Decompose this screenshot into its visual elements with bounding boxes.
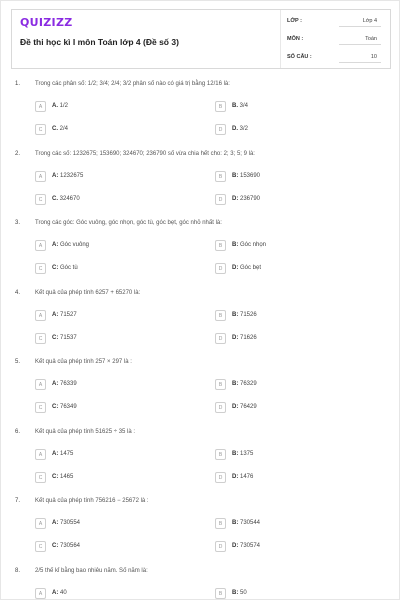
- answer-option[interactable]: [215, 263, 365, 275]
- answer-option-prefix: C:: [52, 334, 60, 341]
- answer-option-prefix: D.: [232, 126, 240, 132]
- answer-option[interactable]: [35, 194, 185, 206]
- answer-option-letter: C: [35, 402, 46, 413]
- answer-option[interactable]: [215, 588, 365, 600]
- answer-option[interactable]: [35, 472, 185, 484]
- answer-option-text: [232, 173, 260, 179]
- answer-option-value: 1476: [240, 473, 254, 480]
- answer-option-letter: C: [35, 194, 46, 205]
- question-number: 4.: [15, 289, 21, 296]
- answer-option[interactable]: [35, 333, 185, 345]
- worksheet-header: [11, 9, 391, 69]
- answer-option-prefix: A.: [52, 103, 60, 109]
- answer-option-value: Góc nhọn: [240, 242, 267, 248]
- answer-option-value: 40: [60, 589, 67, 596]
- answer-option-value: 730574: [240, 543, 261, 549]
- answer-option-letter: A: [35, 240, 46, 251]
- answer-option-prefix: B:: [232, 520, 240, 526]
- answer-option-letter: D: [215, 472, 226, 483]
- question-number: 5.: [15, 359, 21, 365]
- answer-option-value: 1/2: [59, 103, 69, 109]
- answer-option-text: [232, 242, 266, 248]
- answer-option-text: [52, 196, 80, 202]
- answer-option-value: 730544: [240, 520, 261, 526]
- answer-option[interactable]: [35, 171, 185, 183]
- answer-option-letter: D: [215, 124, 226, 135]
- answer-option[interactable]: [215, 310, 365, 322]
- question-item: [1, 81, 400, 147]
- answer-option-prefix: D:: [232, 473, 240, 480]
- answer-option-prefix: B:: [232, 450, 240, 457]
- answer-option-letter: D: [215, 402, 226, 413]
- question-text: Trong các số: 1232675; 153690; 324670; 236790 số vừa chia hết cho: 2; 3; 5; 9 là:: [35, 150, 255, 157]
- answer-option-letter: C: [35, 333, 46, 344]
- worksheet-meta: [280, 10, 390, 68]
- answer-option[interactable]: [215, 240, 365, 252]
- answer-option-prefix: D:: [232, 404, 240, 410]
- answer-option-value: 153690: [240, 172, 261, 179]
- meta-subject-value-box: [339, 33, 381, 45]
- answer-option-value: 1475: [60, 450, 74, 457]
- answer-option-prefix: D:: [232, 195, 240, 202]
- answer-option-prefix: C:: [52, 543, 60, 549]
- answer-option-text: [52, 590, 67, 596]
- answer-option[interactable]: [215, 194, 365, 206]
- answer-option[interactable]: [215, 518, 365, 530]
- answer-option-text: [52, 265, 78, 271]
- answer-option[interactable]: [215, 449, 365, 461]
- meta-subject-label: MÔN :: [287, 36, 304, 42]
- answer-option-letter: D: [215, 541, 226, 552]
- answer-option-text: [52, 103, 68, 109]
- answer-option-letter: B: [215, 449, 226, 460]
- answer-option-prefix: B:: [232, 311, 240, 318]
- answer-option-prefix: A:: [52, 242, 60, 248]
- answer-option[interactable]: [215, 472, 365, 484]
- answer-option-value: Góc vuông: [60, 242, 90, 248]
- answer-option-value: 1375: [240, 450, 254, 457]
- answer-option-text: [52, 404, 77, 410]
- answer-option[interactable]: [35, 402, 185, 414]
- answer-option[interactable]: [215, 379, 365, 391]
- question-number: 2.: [15, 150, 21, 157]
- answer-option-value: 76429: [240, 404, 257, 410]
- answer-option[interactable]: [215, 333, 365, 345]
- answer-option-prefix: B.: [232, 103, 240, 109]
- answer-option-letter: A: [35, 171, 46, 182]
- answer-option-prefix: A:: [52, 589, 60, 596]
- question-text: Trong các góc: Góc vuông, góc nhọn, góc tù, góc bẹt, góc nhỏ nhất là:: [35, 220, 222, 226]
- question-text: Kết quả của phép tính 51625 ÷ 35 là :: [35, 428, 136, 435]
- answer-option-text: [52, 173, 83, 179]
- answer-option-letter: D: [215, 194, 226, 205]
- question-text: Kết quả của phép tính 756216 − 25672 là :: [35, 498, 149, 504]
- answer-option-text: [232, 312, 257, 318]
- answer-option-letter: D: [215, 333, 226, 344]
- answer-option-value: 71526: [240, 311, 257, 318]
- answer-option[interactable]: [215, 541, 365, 553]
- answer-option-text: [232, 335, 257, 341]
- answer-option-text: [52, 451, 73, 457]
- question-number: 3.: [15, 220, 21, 226]
- answer-option-prefix: A:: [52, 450, 60, 457]
- answer-option-value: Góc tù: [60, 265, 78, 271]
- answer-option-value: 3/4: [239, 103, 249, 109]
- answer-option-text: [232, 103, 248, 109]
- answer-option-text: [52, 126, 68, 132]
- answer-option-letter: B: [215, 240, 226, 251]
- answer-option-text: [52, 312, 77, 318]
- answer-option-prefix: C.: [52, 126, 60, 132]
- answer-option-prefix: C:: [52, 265, 60, 271]
- question-text: Kết quả của phép tính 257 × 297 là :: [35, 359, 132, 365]
- answer-option[interactable]: [35, 101, 185, 113]
- answer-option-letter: B: [215, 588, 226, 599]
- answer-option[interactable]: [35, 263, 185, 275]
- answer-option[interactable]: [215, 124, 365, 136]
- answer-option[interactable]: [215, 402, 365, 414]
- answer-option[interactable]: [35, 588, 185, 600]
- question-item: [1, 568, 400, 600]
- answer-option[interactable]: [35, 449, 185, 461]
- question-number: 7.: [15, 498, 21, 504]
- answer-option-value: 76329: [240, 381, 257, 387]
- answer-option[interactable]: [35, 541, 185, 553]
- answer-option-value: 324670: [59, 195, 80, 202]
- question-item: [1, 498, 400, 564]
- meta-class-value: Lớp 4: [362, 18, 377, 24]
- answer-option[interactable]: [35, 124, 185, 136]
- answer-option-text: [232, 451, 253, 457]
- answer-option-letter: C: [35, 263, 46, 274]
- question-number: 8.: [15, 567, 21, 574]
- answer-option-letter: C: [35, 124, 46, 135]
- question-number: 6.: [15, 428, 21, 435]
- question-item: [1, 290, 400, 356]
- answer-option-prefix: B:: [232, 381, 240, 387]
- answer-option-text: [232, 543, 260, 549]
- worksheet-title: Đề thi học kì I môn Toán lớp 4 (Đề số 3): [20, 37, 179, 47]
- answer-option-text: [52, 381, 77, 387]
- answer-option-value: 76339: [60, 381, 77, 387]
- answer-option-text: [52, 335, 77, 341]
- answer-option[interactable]: [35, 379, 185, 391]
- answer-option[interactable]: [215, 101, 365, 113]
- meta-question-count-value: 10: [370, 54, 377, 60]
- answer-option[interactable]: [215, 171, 365, 183]
- answer-option-text: [52, 474, 73, 480]
- answer-option-value: 1465: [60, 473, 74, 480]
- answer-option-prefix: A:: [52, 381, 60, 387]
- meta-class-value-box: [339, 15, 381, 27]
- question-item: [1, 359, 400, 425]
- answer-option-value: Góc bẹt: [240, 265, 262, 271]
- answer-option-text: [232, 126, 248, 132]
- answer-option-prefix: A:: [52, 520, 60, 526]
- answer-option-prefix: C.: [52, 195, 60, 202]
- answer-option-letter: B: [215, 518, 226, 529]
- answer-option-value: 730554: [60, 520, 81, 526]
- meta-subject: [281, 32, 391, 46]
- quizizz-logo: QUIZIZZ: [20, 16, 73, 29]
- answer-option-letter: B: [215, 101, 226, 112]
- answer-option-value: 71537: [60, 334, 77, 341]
- meta-class-label: LỚP :: [287, 18, 302, 24]
- answer-option-prefix: B:: [232, 242, 240, 248]
- answer-option-text: [232, 265, 261, 271]
- answer-option-value: 1232675: [60, 172, 84, 179]
- answer-option-value: 71626: [240, 334, 257, 341]
- answer-option-prefix: A:: [52, 172, 60, 179]
- answer-option-value: 71527: [60, 311, 77, 318]
- answer-option-prefix: D:: [232, 543, 240, 549]
- answer-option-letter: A: [35, 588, 46, 599]
- answer-option-value: 76349: [60, 404, 77, 410]
- answer-option-letter: A: [35, 379, 46, 390]
- question-text: Kết quả của phép tính 6257 + 65270 là:: [35, 289, 141, 296]
- answer-option[interactable]: [35, 240, 185, 252]
- answer-option-prefix: C:: [52, 404, 60, 410]
- answer-option-prefix: D:: [232, 334, 240, 341]
- answer-option-prefix: C:: [52, 473, 60, 480]
- meta-class: [281, 14, 391, 28]
- answer-option-text: [232, 474, 253, 480]
- question-number: 1.: [15, 81, 21, 87]
- answer-option-prefix: B:: [232, 589, 240, 596]
- question-item: [1, 151, 400, 217]
- question-item: [1, 429, 400, 495]
- answer-option-text: [232, 381, 257, 387]
- answer-option-letter: A: [35, 101, 46, 112]
- question-text: Trong các phân số: 1/2; 3/4; 2/4; 3/2 phân số nào có giá trị bằng 12/16 là:: [35, 81, 230, 87]
- answer-option-value: 730564: [60, 543, 81, 549]
- answer-option-letter: B: [215, 310, 226, 321]
- answer-option-prefix: B:: [232, 172, 240, 179]
- answer-option-prefix: D:: [232, 265, 240, 271]
- answer-option-letter: C: [35, 472, 46, 483]
- answer-option-letter: A: [35, 310, 46, 321]
- answer-option-letter: A: [35, 449, 46, 460]
- answer-option-letter: B: [215, 379, 226, 390]
- answer-option-text: [232, 404, 257, 410]
- meta-subject-value: Toán: [365, 36, 377, 42]
- answer-option-value: 3/2: [239, 126, 249, 132]
- answer-option-text: [232, 520, 260, 526]
- answer-option-prefix: A:: [52, 311, 60, 318]
- answer-option[interactable]: [35, 310, 185, 322]
- answer-option-value: 236790: [240, 195, 261, 202]
- question-text: 2/5 thế kỉ bằng bao nhiêu năm. Số năm là:: [35, 567, 148, 574]
- meta-question-count-value-box: [339, 51, 381, 63]
- answer-option-value: 2/4: [59, 126, 69, 132]
- answer-option-text: [232, 196, 260, 202]
- answer-option-value: 50: [240, 589, 247, 596]
- answer-option[interactable]: [35, 518, 185, 530]
- answer-option-letter: C: [35, 541, 46, 552]
- meta-question-count-label: SỐ CÂU :: [287, 54, 312, 60]
- answer-option-text: [52, 520, 80, 526]
- answer-option-letter: D: [215, 263, 226, 274]
- meta-question-count: [281, 50, 391, 64]
- answer-option-text: [52, 543, 80, 549]
- answer-option-letter: A: [35, 518, 46, 529]
- answer-option-letter: B: [215, 171, 226, 182]
- answer-option-text: [232, 590, 247, 596]
- question-item: [1, 220, 400, 286]
- answer-option-text: [52, 242, 89, 248]
